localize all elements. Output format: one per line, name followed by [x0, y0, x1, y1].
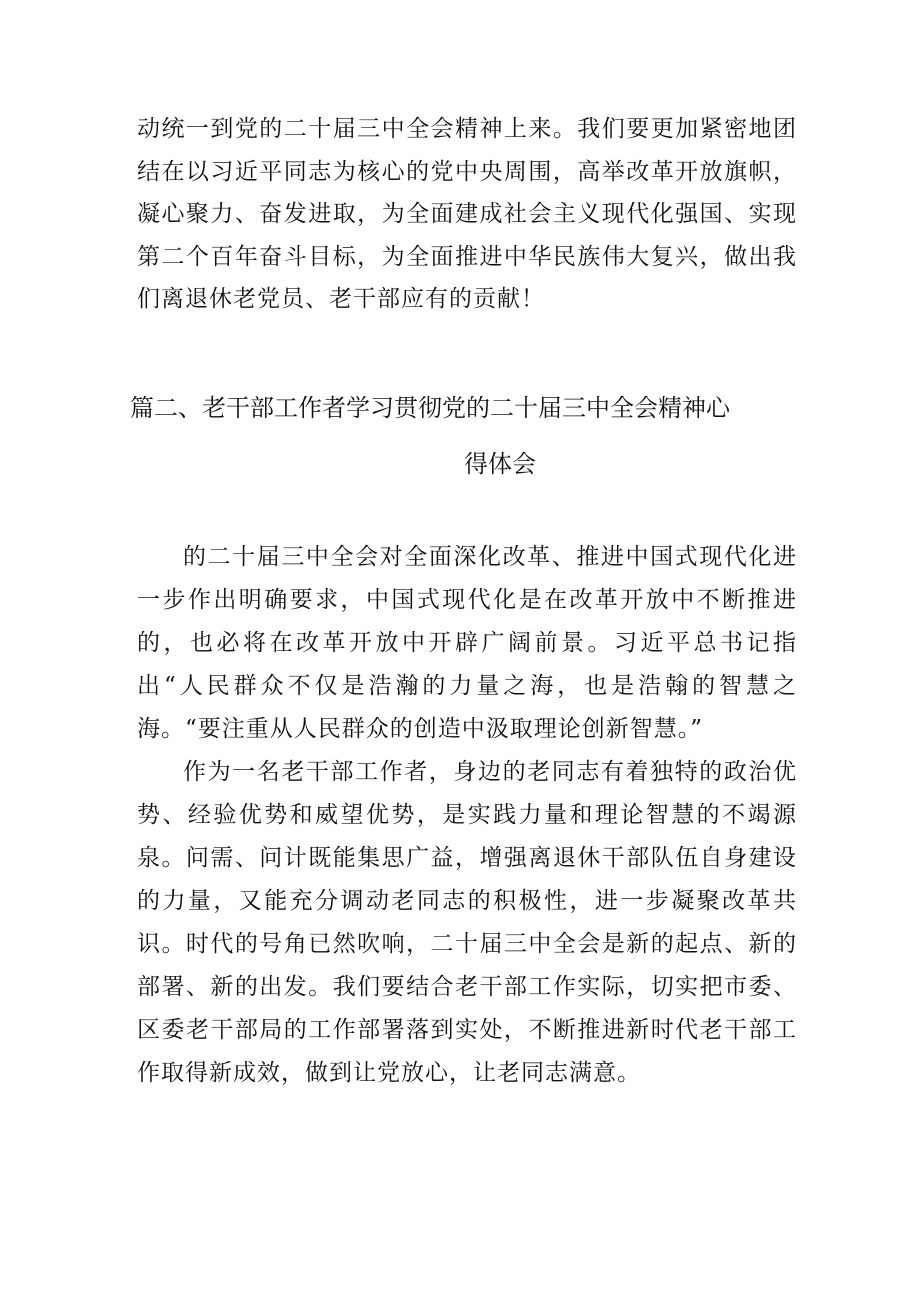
section-heading-line-2: 得体会 [464, 450, 536, 478]
paragraph-continued: 动统一到党的二十届三中全会精神上来。我们要更加紧密地团结在以习近平同志为核心的党中央周围，高举改革开放旗帜，凝心聚力、奋发进取，为全面建成社会主义现代化强国、实现第二个百年奋斗目标，为全面推进中华民族伟大复兴，做出我们离退休老党员、老干部应有的贡献！ [137, 116, 797, 312]
section-heading [130, 380, 810, 492]
paragraph-2: 作为一名老干部工作者，身边的老同志有着独特的政治优势、经验优势和威望优势，是实践力量和理论智慧的不竭源泉。问需、问计既能集思广益，增强离退休干部队伍自身建设的力量，又能充分调动老同志的积极性，进一步凝聚改革共识。时代的号角已然吹响，二十届三中全会是新的起点、新的部署、新的出发。我们要结合老干部工作实际，切实把市委、区委老干部局的工作部署落到实处，不断推进新时代老干部工作取得新成效，做到让党放心，让老同志满意。 [137, 759, 797, 1086]
paragraph-1: 的二十届三中全会对全面深化改革、推进中国式现代化进一步作出明确要求，中国式现代化是在改革开放中不断推进的，也必将在改革开放中开辟广阔前景。习近平总书记指出“人民群众不仅是浩瀚的力量之海，也是浩翰的智慧之海。“要注重从人民群众的创造中汲取理论创新智慧。” [137, 544, 797, 742]
section-body [137, 536, 797, 1095]
section-heading-line-1: 篇二、老干部工作者学习贯彻党的二十届三中全会精神心 [130, 394, 730, 422]
